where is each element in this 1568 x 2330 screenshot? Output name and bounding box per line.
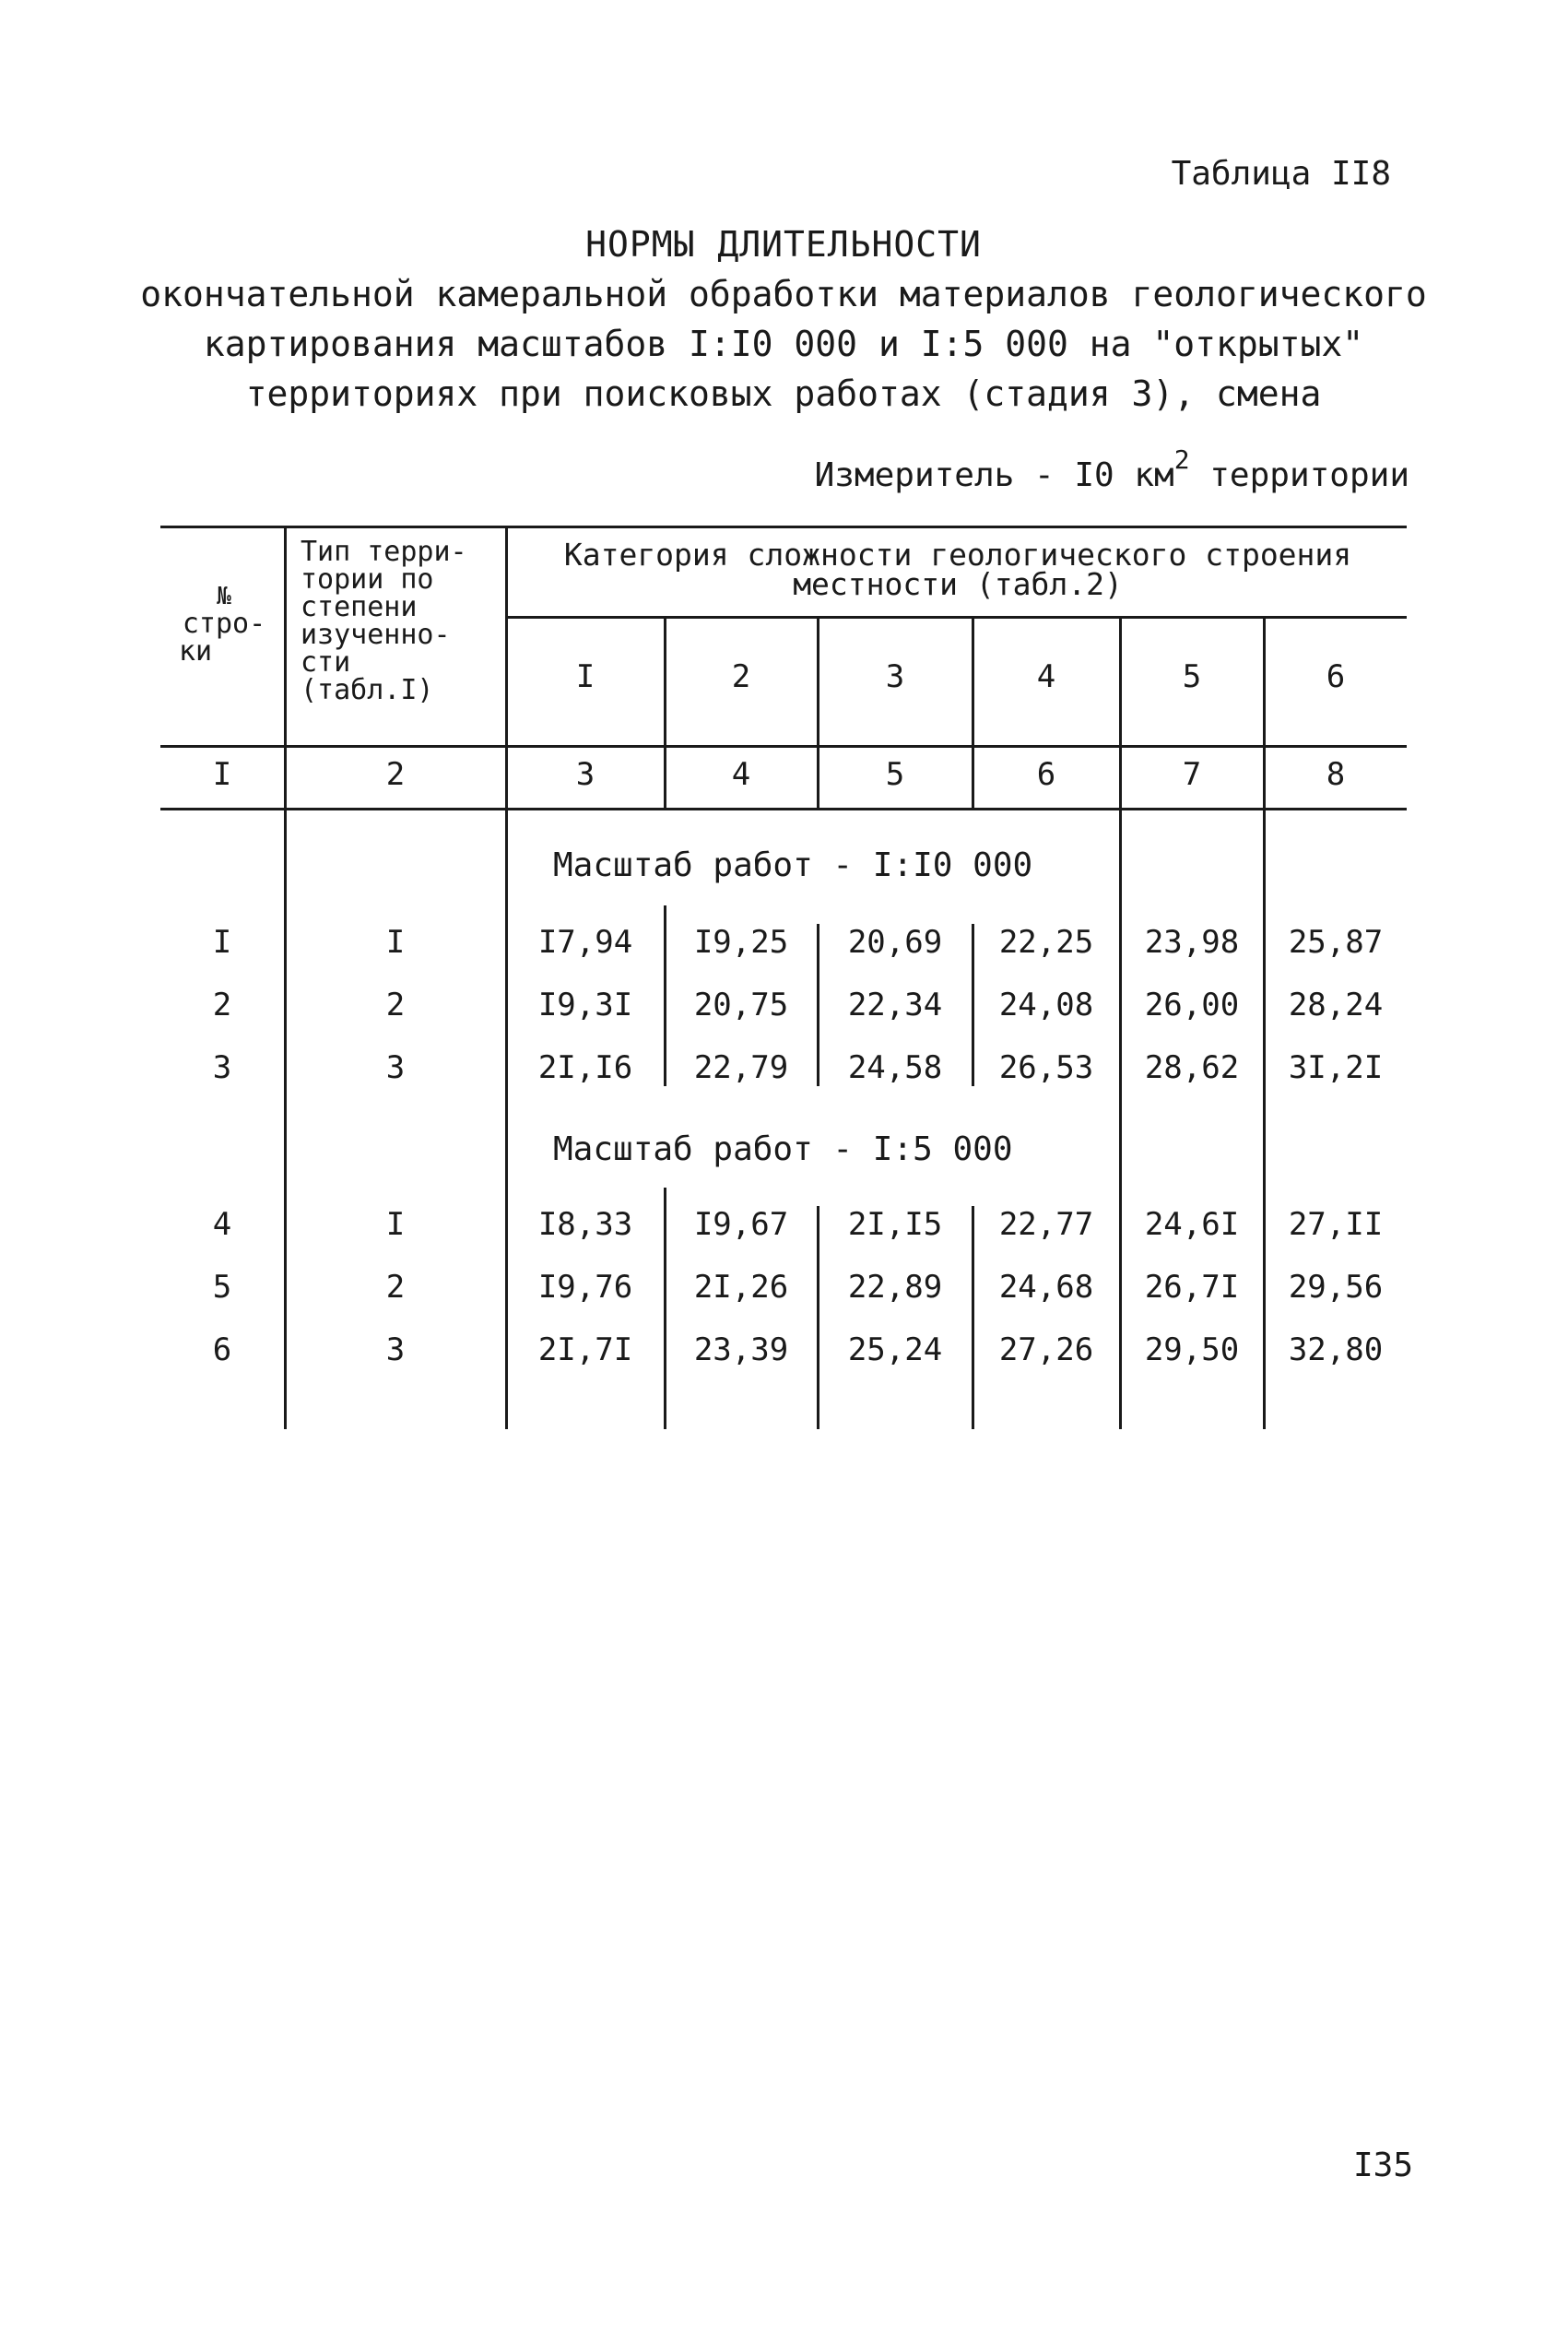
norm-value-cell: 22,89 xyxy=(847,1269,943,1306)
territory-type-cell: 3 xyxy=(385,1049,406,1086)
norm-value-cell: I9,25 xyxy=(693,924,789,961)
norm-value-cell: 26,00 xyxy=(1144,987,1240,1023)
header-bottom-rule xyxy=(160,745,1407,748)
column-number: 4 xyxy=(731,756,751,793)
page-number: I35 xyxy=(1352,2147,1413,2184)
norm-value-cell: 28,62 xyxy=(1144,1049,1240,1086)
norm-value-cell: I9,67 xyxy=(693,1206,789,1243)
table-number: Таблица II8 xyxy=(1171,155,1391,193)
column-number: 8 xyxy=(1326,756,1346,793)
norm-value-cell: I7,94 xyxy=(537,924,633,961)
norm-value-cell: 24,58 xyxy=(847,1049,943,1086)
column-number-rule xyxy=(160,808,1407,810)
norm-value-cell: 22,34 xyxy=(847,987,943,1023)
column-number: I xyxy=(212,756,232,793)
header-line: Категория сложности геологического строения xyxy=(563,537,1352,573)
column-number: 3 xyxy=(575,756,595,793)
norm-value-cell: 22,79 xyxy=(693,1049,789,1086)
norm-value-cell: 2I,26 xyxy=(693,1269,789,1306)
column-number: 2 xyxy=(385,756,406,793)
header-line: тории по xyxy=(301,563,434,596)
norm-value-cell: 20,69 xyxy=(847,924,943,961)
heading-title: НОРМЫ ДЛИТЕЛЬНОСТИ xyxy=(585,224,982,265)
norm-value-cell: 28,24 xyxy=(1288,987,1384,1023)
row-number: I xyxy=(212,924,232,961)
category-group-rule xyxy=(505,616,1407,619)
table-heading xyxy=(138,219,1429,419)
category-header: 2 xyxy=(731,658,751,695)
header-row-number xyxy=(173,583,275,666)
territory-type-cell: 3 xyxy=(385,1331,406,1368)
row-number: 4 xyxy=(212,1206,232,1243)
column-number: 7 xyxy=(1182,756,1202,793)
section-title: Масштаб работ - I:I0 000 xyxy=(553,846,1033,884)
norm-value-cell: 24,68 xyxy=(998,1269,1094,1306)
measure-prefix: Измеритель - I0 км xyxy=(814,456,1174,494)
norm-value-cell: 25,87 xyxy=(1288,924,1384,961)
norm-value-cell: 2I,7I xyxy=(537,1331,633,1368)
heading-line: территориях при поисковых работах (стадия 3), смена xyxy=(245,373,1322,414)
norm-value-cell: 24,08 xyxy=(998,987,1094,1023)
row-number: 6 xyxy=(212,1331,232,1368)
row-number: 5 xyxy=(212,1269,232,1306)
norm-value-cell: 3I,2I xyxy=(1288,1049,1384,1086)
column-number: 5 xyxy=(885,756,905,793)
row-number: 3 xyxy=(212,1049,232,1086)
header-line: Тип терри- xyxy=(301,536,467,568)
norm-value-cell: 24,6I xyxy=(1144,1206,1240,1243)
row-number: 2 xyxy=(212,987,232,1023)
norm-value-cell: 25,24 xyxy=(847,1331,943,1368)
norm-value-cell: 26,7I xyxy=(1144,1269,1240,1306)
header-line: изученно- xyxy=(301,619,451,651)
heading-line: окончательной камеральной обработки материалов геологического xyxy=(140,274,1427,314)
territory-type-cell: I xyxy=(385,924,406,961)
norm-value-cell: 29,56 xyxy=(1288,1269,1384,1306)
norm-value-cell: I8,33 xyxy=(537,1206,633,1243)
norm-value-cell: 23,98 xyxy=(1144,924,1240,961)
header-line: (табл.I) xyxy=(301,674,434,706)
measure-superscript: 2 xyxy=(1173,444,1190,475)
category-header: 3 xyxy=(885,658,905,695)
category-header: 4 xyxy=(1036,658,1056,695)
table-top-rule xyxy=(160,526,1407,528)
category-header: I xyxy=(575,658,595,695)
norm-value-cell: 2I,I5 xyxy=(847,1206,943,1243)
norm-value-cell: 26,53 xyxy=(998,1049,1094,1086)
measure-suffix: территории xyxy=(1189,456,1409,494)
norm-value-cell: 29,50 xyxy=(1144,1331,1240,1368)
norm-value-cell: 22,77 xyxy=(998,1206,1094,1243)
norm-value-cell: 20,75 xyxy=(693,987,789,1023)
header-line: местности (табл.2) xyxy=(793,566,1123,602)
norm-value-cell: 32,80 xyxy=(1288,1331,1384,1368)
norm-value-cell: 2I,I6 xyxy=(537,1049,633,1086)
norm-value-cell: 27,26 xyxy=(998,1331,1094,1368)
norm-value-cell: I9,76 xyxy=(537,1269,633,1306)
territory-type-cell: 2 xyxy=(385,1269,406,1306)
header-category-group xyxy=(511,537,1405,602)
territory-type-cell: I xyxy=(385,1206,406,1243)
column-number: 6 xyxy=(1036,756,1056,793)
norm-value-cell: I9,3I xyxy=(537,987,633,1023)
header-line: стро- xyxy=(182,608,266,640)
section-title: Масштаб работ - I:5 000 xyxy=(553,1130,1013,1168)
norms-table xyxy=(160,526,1407,1429)
category-header: 6 xyxy=(1326,658,1346,695)
norm-value-cell: 23,39 xyxy=(693,1331,789,1368)
territory-type-cell: 2 xyxy=(385,987,406,1023)
heading-line: картирования масштабов I:I0 000 и I:5 000 на "открытых" xyxy=(203,324,1364,364)
header-line: ки xyxy=(179,635,213,668)
unit-of-measure xyxy=(814,444,1409,494)
header-line: сти xyxy=(301,646,351,679)
norm-value-cell: 22,25 xyxy=(998,924,1094,961)
norm-value-cell: 27,II xyxy=(1288,1206,1384,1243)
header-territory-type xyxy=(301,538,503,704)
header-line: степени xyxy=(301,591,418,623)
category-header: 5 xyxy=(1182,658,1202,695)
header-line: № xyxy=(217,583,231,610)
